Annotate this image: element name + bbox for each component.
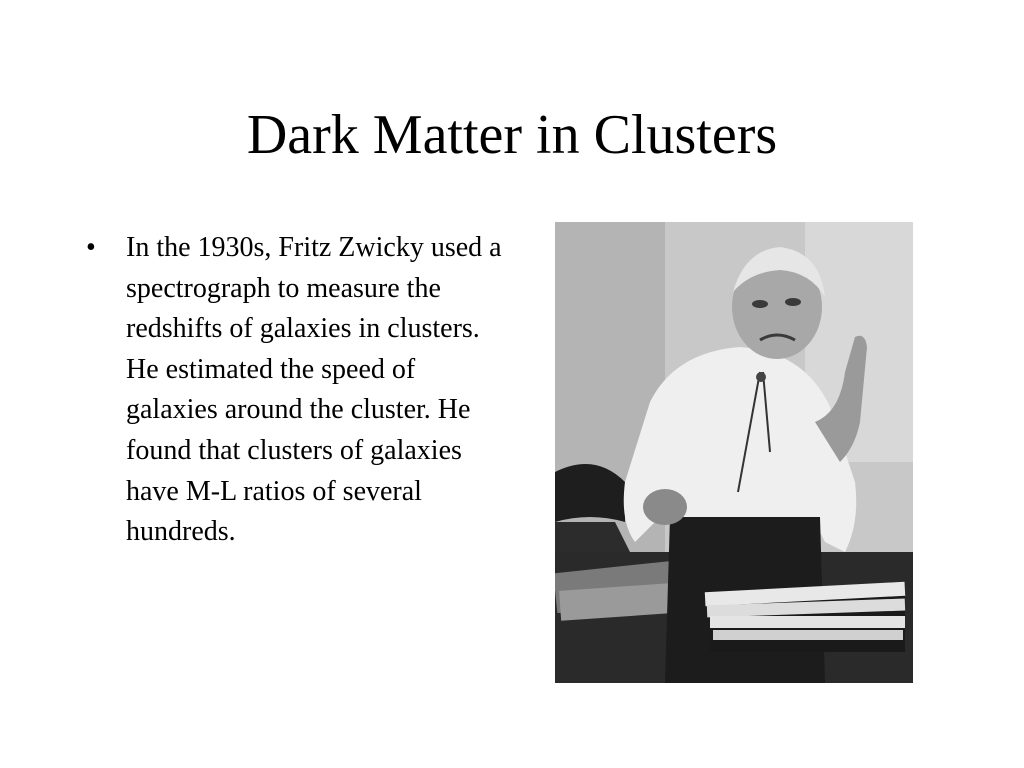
zwicky-photo — [555, 222, 913, 683]
photo-illustration — [555, 222, 913, 683]
bullet-dot-icon: • — [86, 232, 96, 263]
bullet-text: In the 1930s, Fritz Zwicky used a spectrograph to measure the redshifts of galaxies in clusters. He estimated the speed of galaxies around the cluster. He found that clusters of galaxies have M-L ratios of several hundreds. — [126, 232, 502, 548]
slide-title: Dark Matter in Clusters — [246, 104, 778, 166]
bullet-list — [86, 228, 506, 553]
bullet-item — [86, 228, 506, 553]
